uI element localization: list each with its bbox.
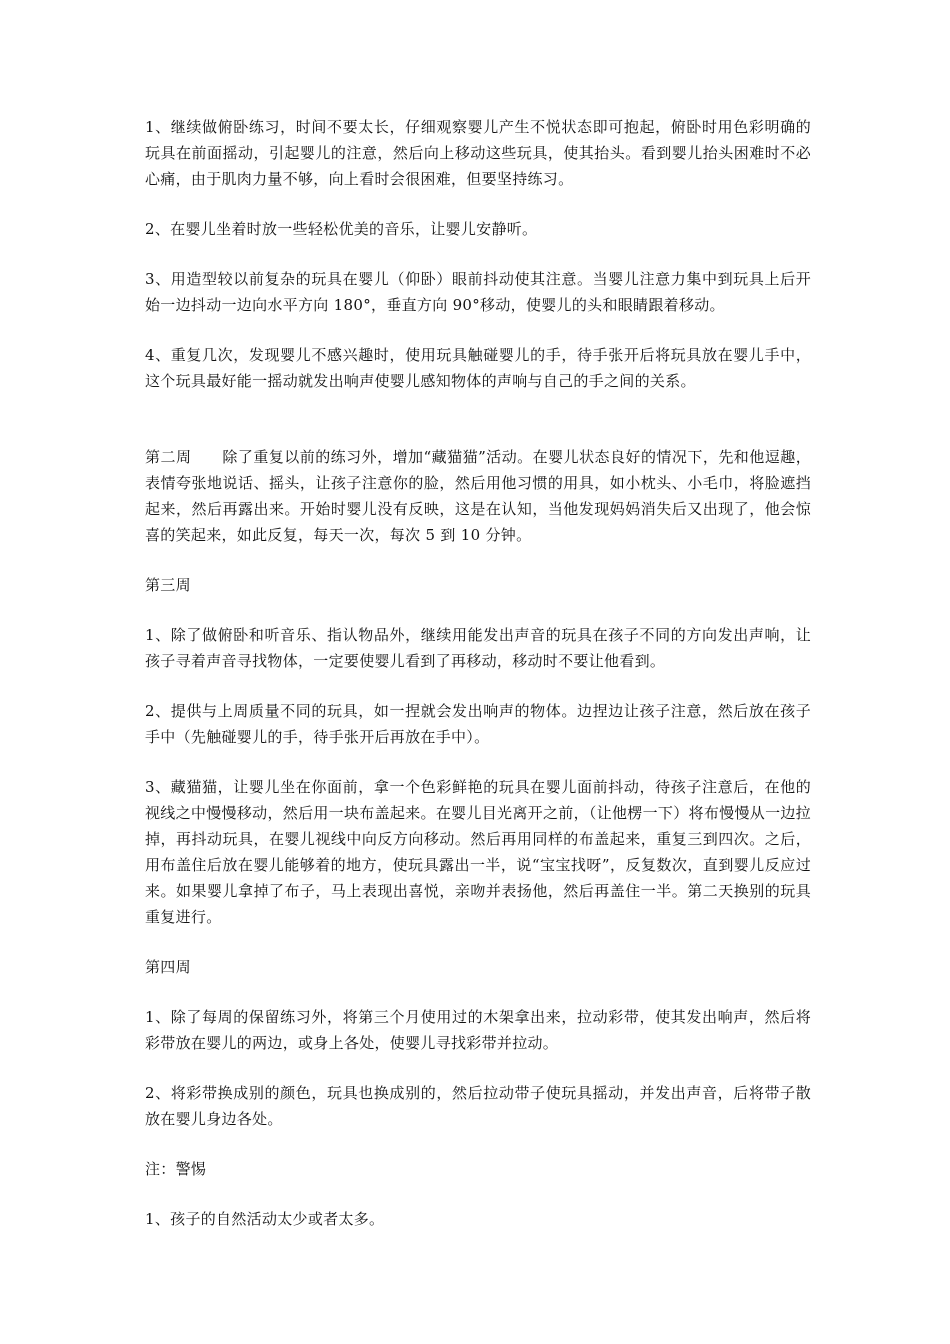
paragraph-week3-item2: 2、提供与上周质量不同的玩具，如一捏就会发出响声的物体。边捏边让孩子注意，然后放在孩子手中（先触碰婴儿的手，待手张开后再放在手中）。 [145, 702, 811, 746]
paragraph-note-item1: 1、孩子的自然活动太少或者太多。 [145, 1210, 385, 1228]
paragraph-week2: 第二周 除了重复以前的练习外，增加“藏猫猫”活动。在婴儿状态良好的情况下，先和他逗趣，表情夸张地说话、摇头，让孩子注意你的脸，然后用他习惯的用具，如小枕头、小毛巾，将脸遮挡起来，然后再露出来。开始时婴儿没有反映，这是在认知，当他发现妈妈消失后又出现了，他会惊喜的笑起来，如此反复，每天一次，每次 5 到 10 分钟。 [145, 448, 811, 544]
document-page [145, 114, 811, 1232]
heading-note: 注：警惕 [145, 1160, 207, 1178]
heading-week3: 第三周 [145, 576, 191, 594]
paragraph-week4-item1: 1、除了每周的保留练习外，将第三个月使用过的木架拿出来，拉动彩带，使其发出响声，然后将彩带放在婴儿的两边，或身上各处，使婴儿寻找彩带并拉动。 [145, 1008, 811, 1052]
paragraph-week1-item4: 4、重复几次，发现婴儿不感兴趣时，使用玩具触碰婴儿的手，待手张开后将玩具放在婴儿手中，这个玩具最好能一摇动就发出响声使婴儿感知物体的声响与自己的手之间的关系。 [145, 346, 811, 390]
paragraph-week1-item3: 3、用造型较以前复杂的玩具在婴儿（仰卧）眼前抖动使其注意。当婴儿注意力集中到玩具上后开始一边抖动一边向水平方向 180°，垂直方向 90°移动，使婴儿的头和眼睛跟着移动。 [145, 270, 811, 314]
paragraph-week4-item2: 2、将彩带换成别的颜色，玩具也换成别的，然后拉动带子使玩具摇动，并发出声音，后将带子散放在婴儿身边各处。 [145, 1084, 811, 1128]
paragraph-week1-item1: 1、继续做俯卧练习，时间不要太长，仔细观察婴儿产生不悦状态即可抱起，俯卧时用色彩明确的玩具在前面摇动，引起婴儿的注意，然后向上移动这些玩具，使其抬头。看到婴儿抬头困难时不必心痛，由于肌肉力量不够，向上看时会很困难，但要坚持练习。 [145, 118, 811, 188]
paragraph-week3-item1: 1、除了做俯卧和听音乐、指认物品外，继续用能发出声音的玩具在孩子不同的方向发出声响，让孩子寻着声音寻找物体，一定要使婴儿看到了再移动，移动时不要让他看到。 [145, 626, 811, 670]
paragraph-week1-item2: 2、在婴儿坐着时放一些轻松优美的音乐，让婴儿安静听。 [145, 220, 538, 238]
heading-week4: 第四周 [145, 958, 191, 976]
paragraph-week3-item3: 3、藏猫猫，让婴儿坐在你面前，拿一个色彩鲜艳的玩具在婴儿面前抖动，待孩子注意后，在他的视线之中慢慢移动，然后用一块布盖起来。在婴儿目光离开之前，（让他楞一下）将布慢慢从一边拉掉，再抖动玩具，在婴儿视线中向反方向移动。然后再用同样的布盖起来，重复三到四次。之后，用布盖住后放在婴儿能够着的地方，使玩具露出一半，说“宝宝找呀”，反复数次，直到婴儿反应过来。如果婴儿拿掉了布子，马上表现出喜悦，亲吻并表扬他，然后再盖住一半。第二天换别的玩具重复进行。 [145, 778, 811, 926]
